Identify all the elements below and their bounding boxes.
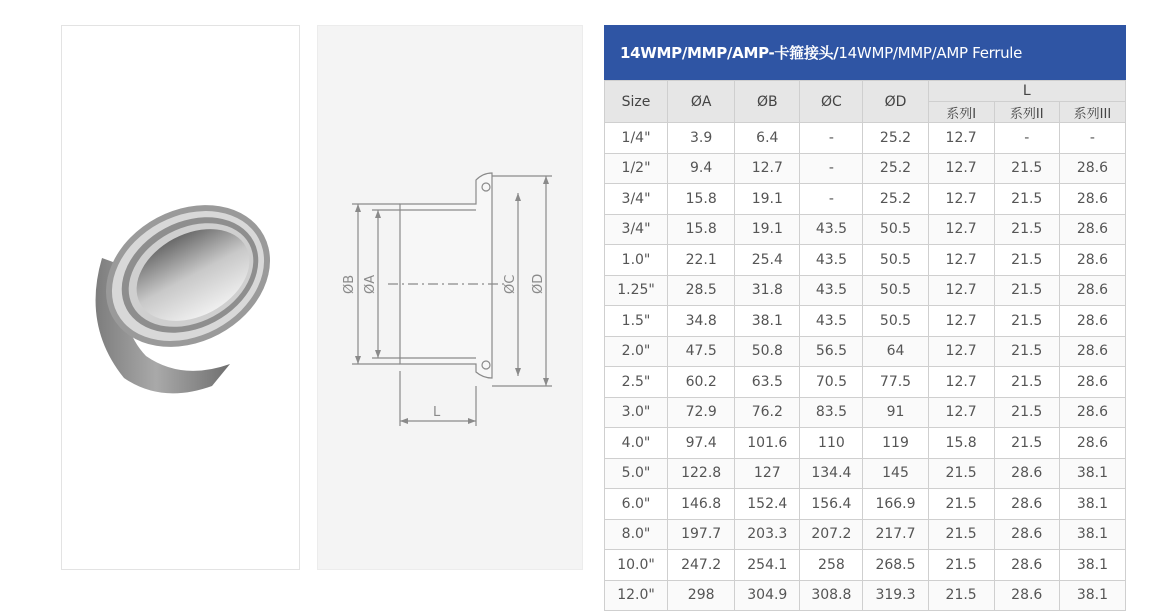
cell-size: 8.0" — [605, 519, 668, 550]
cell-d: 77.5 — [863, 367, 928, 398]
table-row — [605, 550, 1126, 581]
cell-a: 15.8 — [668, 184, 735, 215]
cell-c: 258 — [800, 550, 863, 581]
cell-b: 76.2 — [735, 397, 800, 428]
cell-c: - — [800, 123, 863, 154]
cell-size: 10.0" — [605, 550, 668, 581]
cell-d: 50.5 — [863, 275, 928, 306]
ferrule-product-image — [62, 26, 301, 571]
technical-drawing-panel — [317, 25, 583, 570]
cell-l-series-1: 21.5 — [928, 519, 994, 550]
cell-size: 3/4" — [605, 214, 668, 245]
cell-l-series-2: 21.5 — [994, 184, 1059, 215]
cell-l-series-2: 28.6 — [994, 519, 1059, 550]
cell-size: 1.0" — [605, 245, 668, 276]
table-title-en: 14WMP/MMP/AMP Ferrule — [838, 43, 1023, 62]
cell-l-series-3: 38.1 — [1059, 489, 1125, 520]
col-header-size: Size — [605, 81, 668, 123]
cell-l-series-3: 38.1 — [1059, 580, 1125, 611]
col-header-series-3: 系列III — [1059, 102, 1125, 123]
cell-a: 72.9 — [668, 397, 735, 428]
cell-a: 15.8 — [668, 214, 735, 245]
cell-d: 64 — [863, 336, 928, 367]
table-row — [605, 245, 1126, 276]
cell-l-series-2: 28.6 — [994, 580, 1059, 611]
spec-table — [604, 80, 1126, 611]
cell-l-series-3: 38.1 — [1059, 458, 1125, 489]
cell-l-series-1: 21.5 — [928, 580, 994, 611]
table-row — [605, 580, 1126, 611]
col-header-a: ØA — [668, 81, 735, 123]
cell-size: 4.0" — [605, 428, 668, 459]
cell-l-series-1: 21.5 — [928, 550, 994, 581]
cell-size: 12.0" — [605, 580, 668, 611]
table-row — [605, 519, 1126, 550]
dim-label-c: ØC — [503, 274, 518, 294]
cell-l-series-3: 28.6 — [1059, 306, 1125, 337]
cell-a: 97.4 — [668, 428, 735, 459]
cell-l-series-1: 12.7 — [928, 153, 994, 184]
cell-b: 101.6 — [735, 428, 800, 459]
cell-b: 38.1 — [735, 306, 800, 337]
cell-l-series-3: 38.1 — [1059, 550, 1125, 581]
cell-a: 146.8 — [668, 489, 735, 520]
ferrule-cross-section-drawing — [318, 26, 584, 571]
table-row — [605, 397, 1126, 428]
cell-l-series-1: 12.7 — [928, 367, 994, 398]
cell-b: 127 — [735, 458, 800, 489]
table-row — [605, 123, 1126, 154]
table-row — [605, 428, 1126, 459]
cell-c: - — [800, 153, 863, 184]
cell-l-series-1: 15.8 — [928, 428, 994, 459]
cell-c: 207.2 — [800, 519, 863, 550]
cell-l-series-2: 21.5 — [994, 153, 1059, 184]
cell-c: 43.5 — [800, 306, 863, 337]
cell-d: 50.5 — [863, 306, 928, 337]
cell-l-series-1: 12.7 — [928, 214, 994, 245]
cell-l-series-2: 28.6 — [994, 489, 1059, 520]
cell-l-series-1: 21.5 — [928, 458, 994, 489]
cell-size: 2.5" — [605, 367, 668, 398]
table-row — [605, 184, 1126, 215]
cell-l-series-3: 28.6 — [1059, 428, 1125, 459]
cell-l-series-3: 28.6 — [1059, 367, 1125, 398]
cell-d: 319.3 — [863, 580, 928, 611]
dim-label-l: L — [433, 405, 441, 420]
cell-b: 6.4 — [735, 123, 800, 154]
cell-d: 166.9 — [863, 489, 928, 520]
cell-a: 247.2 — [668, 550, 735, 581]
cell-d: 25.2 — [863, 184, 928, 215]
cell-l-series-1: 12.7 — [928, 184, 994, 215]
cell-l-series-2: 28.6 — [994, 550, 1059, 581]
table-row — [605, 489, 1126, 520]
cell-size: 5.0" — [605, 458, 668, 489]
cell-l-series-2: 21.5 — [994, 275, 1059, 306]
col-header-c: ØC — [800, 81, 863, 123]
dim-label-b: ØB — [342, 274, 357, 294]
cell-a: 22.1 — [668, 245, 735, 276]
col-header-series-2: 系列II — [994, 102, 1059, 123]
cell-l-series-3: 28.6 — [1059, 275, 1125, 306]
cell-a: 34.8 — [668, 306, 735, 337]
col-header-d: ØD — [863, 81, 928, 123]
cell-b: 203.3 — [735, 519, 800, 550]
cell-b: 63.5 — [735, 367, 800, 398]
cell-l-series-1: 21.5 — [928, 489, 994, 520]
cell-a: 28.5 — [668, 275, 735, 306]
cell-c: 156.4 — [800, 489, 863, 520]
table-row — [605, 458, 1126, 489]
cell-size: 6.0" — [605, 489, 668, 520]
cell-l-series-3: 28.6 — [1059, 397, 1125, 428]
cell-size: 1/2" — [605, 153, 668, 184]
cell-a: 298 — [668, 580, 735, 611]
cell-c: 56.5 — [800, 336, 863, 367]
dim-label-a: ØA — [363, 274, 378, 294]
cell-l-series-1: 12.7 — [928, 275, 994, 306]
cell-l-series-3: 28.6 — [1059, 245, 1125, 276]
cell-l-series-2: 21.5 — [994, 336, 1059, 367]
cell-b: 25.4 — [735, 245, 800, 276]
cell-size: 3.0" — [605, 397, 668, 428]
cell-a: 47.5 — [668, 336, 735, 367]
cell-l-series-1: 12.7 — [928, 397, 994, 428]
cell-b: 31.8 — [735, 275, 800, 306]
cell-l-series-1: 12.7 — [928, 245, 994, 276]
cell-b: 12.7 — [735, 153, 800, 184]
cell-c: 134.4 — [800, 458, 863, 489]
cell-l-series-2: 21.5 — [994, 367, 1059, 398]
cell-l-series-1: 12.7 — [928, 306, 994, 337]
spec-table-panel — [604, 25, 1126, 604]
cell-c: 43.5 — [800, 275, 863, 306]
cell-l-series-2: 21.5 — [994, 428, 1059, 459]
cell-d: 91 — [863, 397, 928, 428]
cell-d: 119 — [863, 428, 928, 459]
table-title — [604, 25, 1126, 80]
table-row — [605, 336, 1126, 367]
cell-c: 83.5 — [800, 397, 863, 428]
cell-c: 70.5 — [800, 367, 863, 398]
cell-b: 19.1 — [735, 184, 800, 215]
cell-c: 110 — [800, 428, 863, 459]
cell-d: 50.5 — [863, 245, 928, 276]
table-row — [605, 214, 1126, 245]
cell-b: 19.1 — [735, 214, 800, 245]
cell-size: 1/4" — [605, 123, 668, 154]
cell-a: 122.8 — [668, 458, 735, 489]
cell-l-series-3: 28.6 — [1059, 214, 1125, 245]
cell-size: 2.0" — [605, 336, 668, 367]
cell-b: 304.9 — [735, 580, 800, 611]
cell-l-series-3: 28.6 — [1059, 336, 1125, 367]
cell-c: 43.5 — [800, 214, 863, 245]
cell-l-series-3: 28.6 — [1059, 153, 1125, 184]
table-row — [605, 153, 1126, 184]
cell-l-series-2: - — [994, 123, 1059, 154]
cell-c: 308.8 — [800, 580, 863, 611]
dim-label-d: ØD — [531, 273, 546, 294]
cell-a: 197.7 — [668, 519, 735, 550]
cell-d: 217.7 — [863, 519, 928, 550]
cell-l-series-2: 21.5 — [994, 397, 1059, 428]
cell-a: 3.9 — [668, 123, 735, 154]
cell-d: 25.2 — [863, 153, 928, 184]
cell-l-series-1: 12.7 — [928, 123, 994, 154]
cell-l-series-2: 28.6 — [994, 458, 1059, 489]
table-row — [605, 275, 1126, 306]
cell-c: - — [800, 184, 863, 215]
table-row — [605, 367, 1126, 398]
cell-size: 1.5" — [605, 306, 668, 337]
cell-l-series-3: 38.1 — [1059, 519, 1125, 550]
cell-c: 43.5 — [800, 245, 863, 276]
table-title-zh: 14WMP/MMP/AMP-卡箍接头/ — [620, 44, 839, 62]
cell-a: 9.4 — [668, 153, 735, 184]
col-header-series-1: 系列I — [928, 102, 994, 123]
product-photo-panel — [61, 25, 300, 570]
cell-l-series-2: 21.5 — [994, 214, 1059, 245]
col-header-b: ØB — [735, 81, 800, 123]
cell-size: 3/4" — [605, 184, 668, 215]
cell-l-series-1: 12.7 — [928, 336, 994, 367]
cell-size: 1.25" — [605, 275, 668, 306]
cell-d: 50.5 — [863, 214, 928, 245]
cell-d: 268.5 — [863, 550, 928, 581]
cell-l-series-2: 21.5 — [994, 245, 1059, 276]
cell-b: 50.8 — [735, 336, 800, 367]
cell-l-series-3: - — [1059, 123, 1125, 154]
cell-d: 145 — [863, 458, 928, 489]
cell-a: 60.2 — [668, 367, 735, 398]
cell-b: 254.1 — [735, 550, 800, 581]
cell-l-series-3: 28.6 — [1059, 184, 1125, 215]
spec-table-body — [605, 123, 1126, 611]
cell-b: 152.4 — [735, 489, 800, 520]
table-row — [605, 306, 1126, 337]
cell-l-series-2: 21.5 — [994, 306, 1059, 337]
cell-d: 25.2 — [863, 123, 928, 154]
col-header-l: L — [928, 81, 1125, 102]
